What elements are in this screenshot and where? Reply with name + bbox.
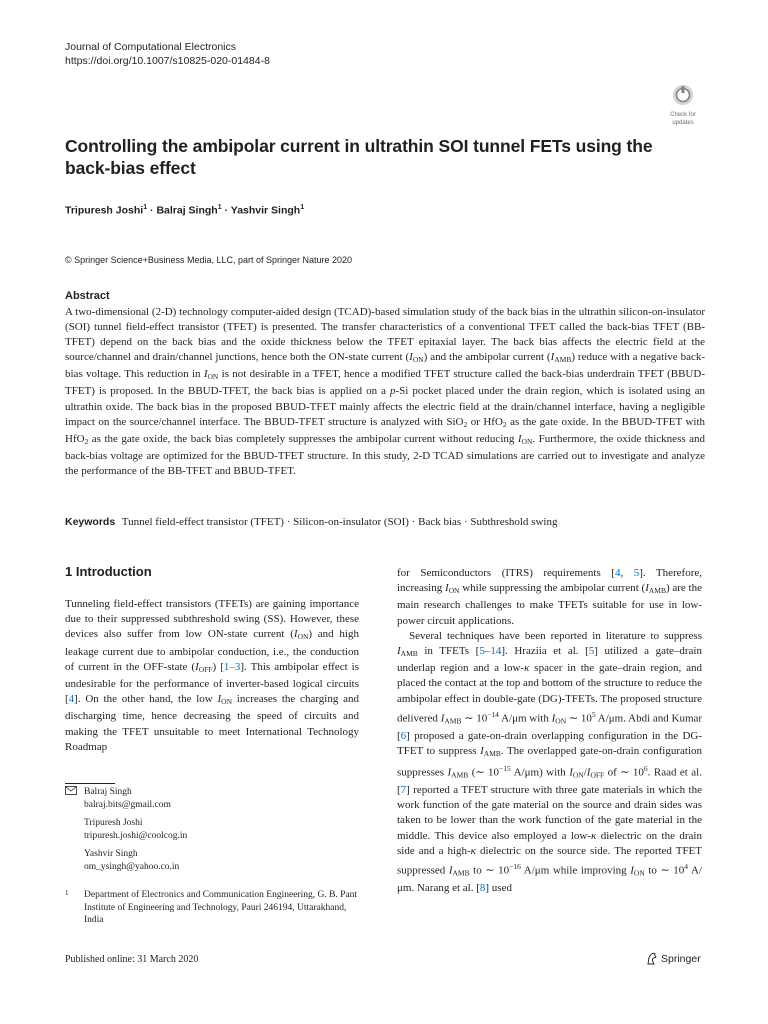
author-name[interactable]: Tripuresh Joshi — [65, 204, 144, 217]
keyword-item: Back bias — [418, 516, 462, 528]
intro-left-column — [65, 597, 359, 755]
envelope-icon — [65, 786, 77, 795]
article-title: Controlling the ambipolar current in ultrathin SOI tunnel FETs using the back-bias effect — [65, 136, 653, 178]
check-updates-icon — [672, 84, 694, 106]
keyword-item: Tunnel field-effect transistor (TFET) — [121, 516, 284, 528]
author-affiliation-mark: 1 — [217, 204, 222, 211]
keyword-item: Subthreshold swing — [470, 516, 558, 528]
publisher-logo — [646, 952, 701, 965]
author-name[interactable]: Yashvir Singh — [230, 204, 301, 217]
published-date: Published online: 31 March 2020 — [65, 954, 199, 965]
author-name[interactable]: Balraj Singh — [156, 204, 218, 217]
author-list — [65, 204, 304, 217]
citation-link[interactable]: 1–3 — [223, 660, 241, 673]
intro-paragraph-2: Several techniques have been reported in literature to suppress $I_{AMB}$ in TFETs [5–14]. Hraziia et al. [5] utilized a gate–drain underlap region and a low-κ spacer in the gate–drain region, and placed the contact at the top and bottom of the structure to reduce the ambipolar effect in double-gate (DG)-TFETs. The proposed structure delivered $I_{AMB}$ ∼ $10^{-14}$ A/μm with $I_{ON}$ ∼ $10^5$ A/μm. Abdi and Kumar [6] proposed a gate-on-drain overlapping configuration in the DG-TFET to suppress $I_{AMB}$. The overlapped gate-on-drain configuration suppresses $I_{AMB}$ (∼ $10^{-15}$ A/μm) with $I_{ON}/I_{OFF}$ of ∼ $10^6$. Raad et al. [7] reported a TFET structure with three gate materials in which the work function of the gate material on the source and drain sides was taken to be lower than the work function of the gate material in the middle. This device also employed a low-κ dielectric on the drain side and a high-κ dielectric on the source side. The reported TFET suppressed $I_{AMB}$ to ∼ $10^{-16}$ A/μm while improving $I_{ON}$ to ∼ $10^4$ A/μm. Narang et al. [8] used — [397, 629, 703, 894]
author-name: Yashvir Singh — [84, 849, 138, 859]
author-name: Balraj Singh — [84, 787, 132, 797]
badge-text-2: updates — [672, 119, 694, 126]
citation-link[interactable]: 4 — [68, 693, 75, 706]
correspondence-entry — [84, 848, 365, 873]
keyword-item: Silicon-on-insulator (SOI) — [293, 516, 409, 528]
citation-link[interactable]: 5–14 — [479, 645, 502, 658]
citation-link[interactable]: 8 — [479, 881, 486, 894]
author-affiliation-mark: 1 — [143, 204, 148, 211]
journal-doi-link[interactable]: https://doi.org/10.1007/s10825-020-01484-8 — [65, 55, 270, 67]
author-email-link[interactable]: balraj.bits@gmail.com — [84, 799, 171, 810]
affiliation-number: 1 — [65, 889, 69, 897]
citation-link[interactable]: 5 — [633, 567, 640, 579]
section-heading-introduction: 1 Introduction — [65, 564, 152, 579]
author-email-link[interactable]: tripuresh.joshi@coolcog.in — [84, 830, 188, 841]
abstract-heading: Abstract — [65, 290, 110, 302]
publisher-name: Springer — [661, 953, 701, 965]
journal-name: Journal of Computational Electronics — [65, 41, 237, 53]
keywords-line: Keywords Tunnel field-effect transistor (TFET) · Silicon-on-insulator (SOI) · Back bias · Subthreshold swing — [65, 516, 558, 528]
abstract-text: A two-dimensional (2-D) technology computer-aided design (TCAD)-based simulation study of the back bias in the ultrathin silicon-on-insulator (SOI) tunnel field-effect transistor (TFET) is presented. The transfer characteristics of a conventional TFET called the back-bias TFET (BB-TFET) depend on the back bias and the oxide thickness below the TFET epitaxial layer. The back bias affects the electric field at the source/channel and drain/channel junctions, hence both the ON-state current $(I_{ON})$ and the ambipolar current $(I_{AMB})$ reduce with a negative back-bias voltage. This reduction in $I_{ON}$ is not desirable in a TFET, hence a modified TFET structure called the back-bias underdrain TFET (BBUD-TFET) is proposed. In the BBUD-TFET, the back bias is applied on a p-Si pocket placed under the drain region, which is isolated using an ultrathin oxide. The back bias in the proposed BBUD-TFET mainly affects the electric field at the drain/channel interface, having a negligible impact on the source/channel interface. The BBUD-TFET structure is analyzed with SiO$_2$ or HfO$_2$ as the gate oxide. In the BBUD-TFET with HfO$_2$ as the gate oxide, the back bias completely suppresses the ambipolar current without reducing $I_{ON}$. Furthermore, the oxide thickness and back-bias voltage are optimized for the BBUD-TFET structure. In this study, 2-D TCAD simulations are carried out to investigate and analyze the performance of the BB-TFET and BBUD-TFET. — [65, 306, 706, 477]
intro-paragraph-1-continued: for Semiconductors (ITRS) requirements [4, 5]. Therefore, increasing $I_{ON}$ while suppressing the ambipolar current $(I_{AMB})$ are the main research challenges to make TFETs suitable for use in low-power circuit applications. — [397, 567, 703, 627]
badge-text-1: Check for — [670, 112, 696, 118]
author-separator: · — [224, 204, 229, 217]
footnote-rule — [65, 783, 115, 784]
author-affiliation-mark: 1 — [300, 204, 305, 211]
citation-link[interactable]: 5 — [588, 645, 595, 658]
citation-link[interactable]: 4 — [614, 567, 621, 579]
correspondence-block — [65, 786, 365, 879]
author-email-link[interactable]: om_ysingh@yahoo.co.in — [84, 861, 180, 872]
correspondence-entry — [84, 786, 365, 811]
author-name: Tripuresh Joshi — [84, 818, 143, 828]
intro-right-column — [397, 566, 702, 896]
check-for-updates-badge[interactable] — [661, 84, 705, 126]
citation-link[interactable]: 7 — [400, 783, 407, 796]
copyright-notice: © Springer Science+Business Media, LLC, part of Springer Nature 2020 — [65, 255, 353, 265]
affiliation-footnote — [65, 889, 365, 927]
author-separator: · — [150, 204, 154, 217]
citation-link[interactable]: 6 — [400, 729, 407, 742]
correspondence-entry — [84, 817, 365, 842]
intro-paragraph-1: Tunneling field-effect transistors (TFETs) are gaining importance due to their suppressed subthreshold swing (SS). However, these devices also suffer from low ON-state current $(I_{ON})$ and high leakage current due to ambipolar conduction, i.e., the conduction of current in the OFF-state $(I_{OFF})$ [1–3]. This ambipolar effect is undesirable for the performance of inverter-based logical circuits [4]. On the other hand, the low $I_{ON}$ increases the charging and discharging time, hence decreasing the speed of circuits and making the TFET unsuitable to meet International Technology Roadmap — [65, 598, 359, 753]
affiliation-text: Department of Electronics and Communication Engineering, G. B. Pant Institute of Engineering and Technology, Pauri 246194, Uttarakhand, India — [84, 890, 358, 925]
springer-horse-icon — [646, 952, 658, 965]
journal-header — [65, 40, 270, 68]
keywords-label: Keywords — [65, 516, 116, 528]
